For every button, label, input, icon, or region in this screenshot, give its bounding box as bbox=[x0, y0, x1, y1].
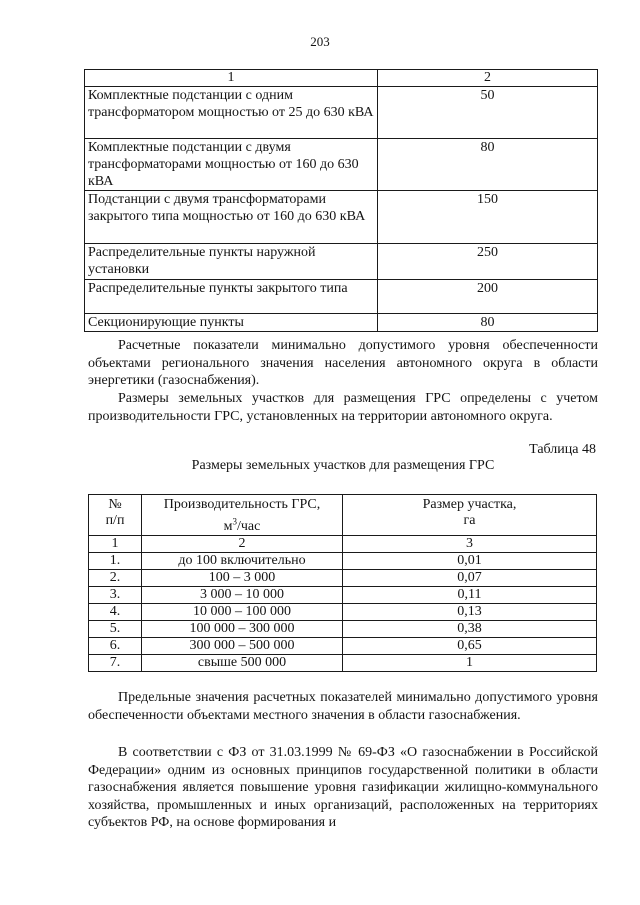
facility-name: Секционирующие пункты bbox=[85, 314, 378, 332]
row-number: 6. bbox=[89, 637, 142, 654]
row-size: 0,07 bbox=[343, 569, 597, 586]
table-header-row bbox=[85, 70, 598, 87]
facility-value: 250 bbox=[378, 244, 598, 280]
substation-area-table bbox=[84, 69, 598, 332]
table-row bbox=[85, 314, 598, 332]
facility-value: 200 bbox=[378, 280, 598, 314]
row-number: 5. bbox=[89, 620, 142, 637]
table-row bbox=[89, 552, 597, 569]
facility-value: 80 bbox=[378, 314, 598, 332]
facility-value: 50 bbox=[378, 87, 598, 139]
row-capacity: до 100 включительно bbox=[142, 552, 343, 569]
row-size: 0,38 bbox=[343, 620, 597, 637]
header-capacity bbox=[142, 495, 343, 536]
row-size: 1 bbox=[343, 654, 597, 671]
column-number: 1 bbox=[85, 70, 378, 87]
paragraph-gas-supply-law: В соответствии с ФЗ от 31.03.1999 № 69-ФЗ «О газоснабжении в Российской Федерации» одним из основных принципов государственной политики в области газоснабжения является повышение уровня газификации жилищно-коммунального хозяйства, промышленных и иных организаций, расположенных на территориях субъектов РФ, на основе формирования и bbox=[88, 745, 598, 830]
facility-value: 80 bbox=[378, 139, 598, 191]
row-capacity: 300 000 – 500 000 bbox=[142, 637, 343, 654]
paragraph-grs-land-sizes: Размеры земельных участков для размещения ГРС определены с учетом производительности ГРС, установленных на территории автономного округа. bbox=[88, 391, 598, 424]
facility-name: Распределительные пункты наружной установки bbox=[85, 244, 378, 280]
row-size: 0,13 bbox=[343, 603, 597, 620]
row-number: 2. bbox=[89, 569, 142, 586]
header-size-line2: га bbox=[463, 513, 476, 528]
header-capacity-line1: Производительность ГРС, bbox=[163, 497, 321, 512]
page-number: 203 bbox=[310, 34, 330, 49]
row-number: 1. bbox=[89, 552, 142, 569]
row-capacity: 10 000 – 100 000 bbox=[142, 603, 343, 620]
row-size: 0,65 bbox=[343, 637, 597, 654]
row-size: 0,01 bbox=[343, 552, 597, 569]
table-caption: Размеры земельных участков для размещения ГРС bbox=[191, 458, 495, 473]
column-number: 2 bbox=[142, 535, 343, 552]
table-label: Таблица 48 bbox=[529, 442, 596, 457]
row-number: 7. bbox=[89, 654, 142, 671]
table-row bbox=[89, 654, 597, 671]
table-row bbox=[85, 280, 598, 314]
row-size: 0,11 bbox=[343, 586, 597, 603]
table-row bbox=[85, 244, 598, 280]
facility-name: Распределительные пункты закрытого типа bbox=[85, 280, 378, 314]
facility-value: 150 bbox=[378, 191, 598, 244]
header-number bbox=[89, 495, 142, 536]
table-row bbox=[89, 637, 597, 654]
table-row bbox=[85, 139, 598, 191]
row-number: 4. bbox=[89, 603, 142, 620]
row-capacity: 100 – 3 000 bbox=[142, 569, 343, 586]
header-size-line1: Размер участка, bbox=[422, 497, 517, 512]
header-capacity-unit: $м^3$/час bbox=[223, 516, 261, 534]
row-number: 3. bbox=[89, 586, 142, 603]
facility-name: Подстанции с двумя трансформаторами закрытого типа мощностью от 160 до 630 кВА bbox=[85, 191, 378, 244]
table-row bbox=[89, 586, 597, 603]
column-number: 3 bbox=[343, 535, 597, 552]
header-size bbox=[343, 495, 597, 536]
header-number-line1: № bbox=[108, 497, 122, 512]
table-row bbox=[85, 87, 598, 139]
table-header-row bbox=[89, 495, 597, 536]
table-column-number-row bbox=[89, 535, 597, 552]
column-number: 2 bbox=[378, 70, 598, 87]
paragraph-local-indicators: Предельные значения расчетных показателей минимально допустимого уровня обеспеченности объектами местного значения в области газоснабжения. bbox=[88, 690, 598, 723]
row-capacity: 100 000 – 300 000 bbox=[142, 620, 343, 637]
grs-land-size-table bbox=[88, 494, 597, 672]
row-capacity: 3 000 – 10 000 bbox=[142, 586, 343, 603]
table-row bbox=[85, 191, 598, 244]
header-number-line2: п/п bbox=[105, 513, 125, 528]
row-capacity: свыше 500 000 bbox=[142, 654, 343, 671]
paragraph-regional-indicators: Расчетные показатели минимально допустимого уровня обеспеченности объектами регионального значения населения автономного округа в области энергетики (газоснабжения). bbox=[88, 338, 598, 388]
column-number: 1 bbox=[89, 535, 142, 552]
table-row bbox=[89, 569, 597, 586]
facility-name: Комплектные подстанции с двумя трансформаторами мощностью от 160 до 630 кВА bbox=[85, 139, 378, 191]
facility-name: Комплектные подстанции с одним трансформатором мощностью от 25 до 630 кВА bbox=[85, 87, 378, 139]
table-row bbox=[89, 603, 597, 620]
table-row bbox=[89, 620, 597, 637]
